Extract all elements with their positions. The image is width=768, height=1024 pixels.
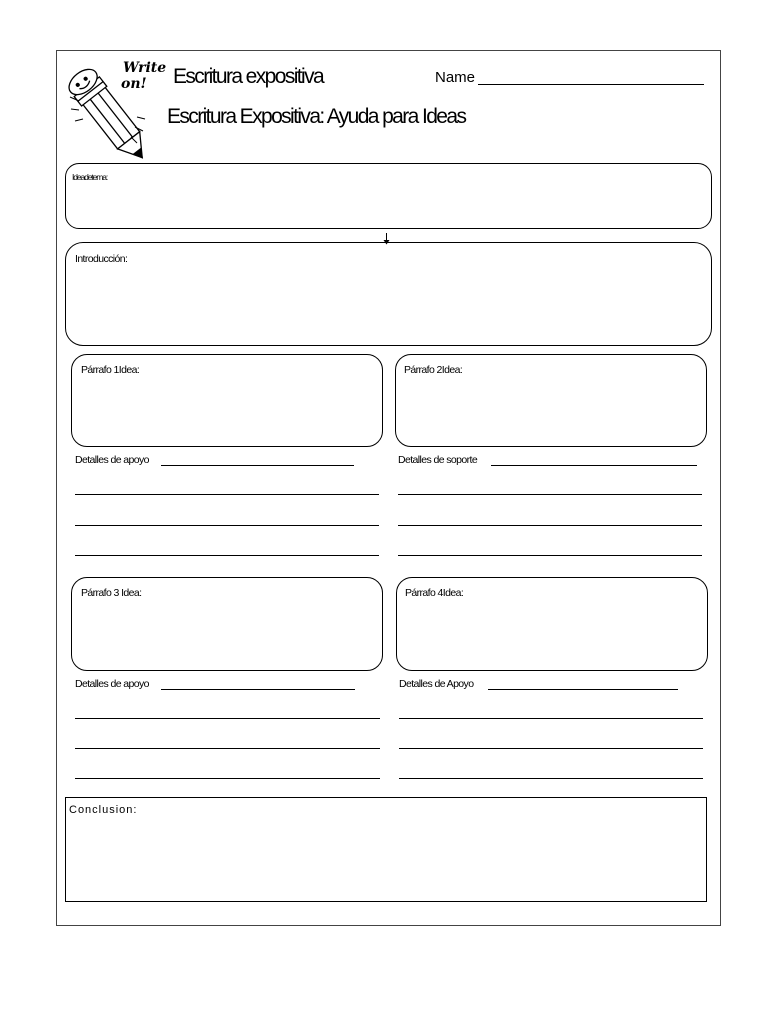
logo-word-write: Write [123,60,167,76]
paragraph-1-line-1[interactable] [75,494,379,495]
worksheet-title: Escritura expositiva [173,65,324,88]
paragraph-1-idea-box[interactable] [71,354,383,447]
logo-word-on: on! [121,76,147,92]
paragraph-4-idea-box[interactable] [396,577,708,671]
paragraph-2-line-2[interactable] [398,525,702,526]
introduction-box[interactable] [65,242,712,346]
paragraph-3-idea-label: Párrafo 3 Idea: [81,587,142,599]
paragraph-2-idea-box[interactable] [395,354,707,447]
paragraph-3-details-label: Detalles de apoyo [75,678,149,690]
paragraph-1-details-line[interactable] [161,465,354,466]
paragraph-3-line-3[interactable] [75,778,380,779]
paragraph-1-line-2[interactable] [75,525,379,526]
worksheet-subtitle: Escritura Expositiva: Ayuda para Ideas [167,105,466,128]
paragraph-2-line-1[interactable] [398,494,702,495]
paragraph-2-details-line[interactable] [491,465,697,466]
topic-idea-box[interactable] [65,163,712,229]
paragraph-1-idea-label: Párrafo 1Idea: [81,364,140,376]
paragraph-4-line-1[interactable] [399,718,703,719]
paragraph-4-details-line[interactable] [488,689,678,690]
paragraph-3-line-2[interactable] [75,748,380,749]
worksheet-page [56,50,721,926]
conclusion-label: Conclusion: [69,804,138,816]
paragraph-4-details-label: Detalles de Apoyo [399,678,474,690]
paragraph-2-details-label: Detalles de soporte [398,454,478,466]
topic-idea-label: Ideadetema: [72,172,108,182]
paragraph-1-details-label: Detalles de apoyo [75,454,149,466]
introduction-label: Introducción: [75,253,128,265]
paragraph-1-line-3[interactable] [75,555,379,556]
paragraph-4-line-3[interactable] [399,778,703,779]
paragraph-3-line-1[interactable] [75,718,380,719]
conclusion-box[interactable] [65,797,707,902]
name-field[interactable] [478,84,704,85]
paragraph-2-idea-label: Párrafo 2Idea: [404,364,463,376]
paragraph-3-idea-box[interactable] [71,577,383,671]
paragraph-3-details-line[interactable] [161,689,355,690]
paragraph-4-line-2[interactable] [399,748,703,749]
write-on-logo [65,57,167,161]
paragraph-2-line-3[interactable] [398,555,702,556]
paragraph-4-idea-label: Párrafo 4Idea: [405,587,464,599]
name-label: Name [435,69,476,86]
